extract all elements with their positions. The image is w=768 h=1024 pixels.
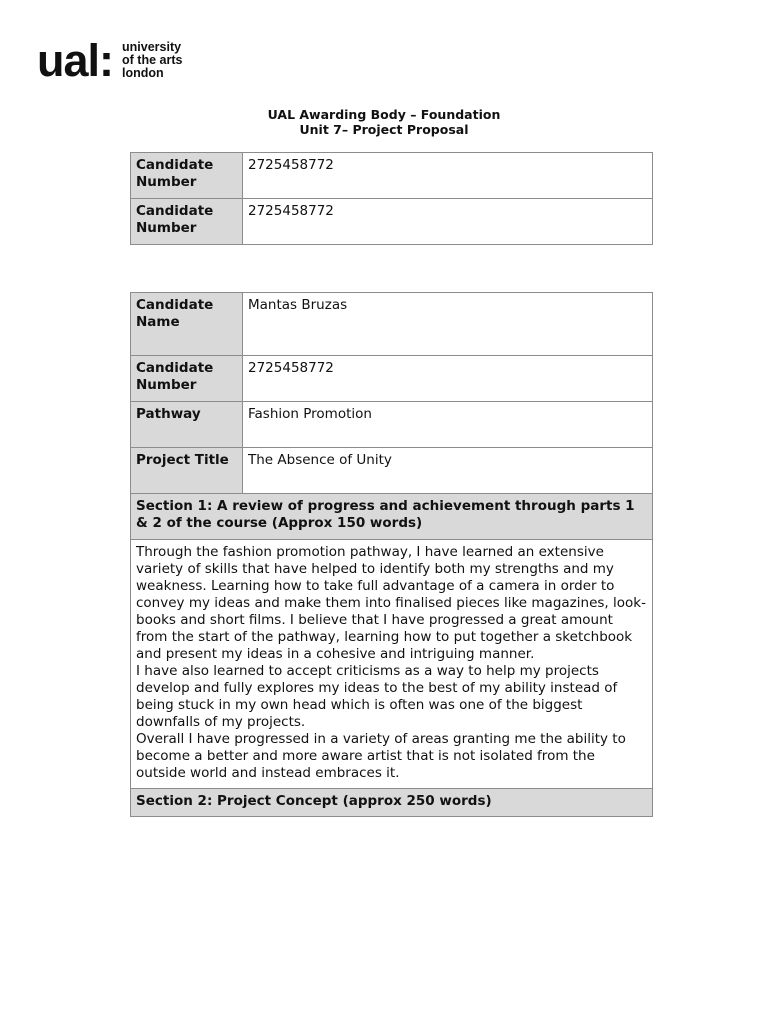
heading-line-2: Unit 7– Project Proposal bbox=[299, 122, 469, 137]
section-1-body bbox=[131, 540, 653, 789]
ual-logo bbox=[37, 35, 183, 86]
table-row bbox=[131, 448, 653, 494]
ual-logo-mark: ual: bbox=[37, 35, 114, 86]
section-1-heading: Section 1: A review of progress and achievement through parts 1 & 2 of the course (Approx 150 words) bbox=[131, 494, 653, 540]
candidate-number-table bbox=[130, 152, 653, 245]
table-row bbox=[131, 402, 653, 448]
section-2-heading: Section 2: Project Concept (approx 250 words) bbox=[131, 789, 653, 817]
pathway-value: Fashion Promotion bbox=[243, 402, 653, 448]
candidate-number-label: Candidate Number bbox=[131, 199, 243, 245]
table-row bbox=[131, 540, 653, 789]
section-1-paragraph: Through the fashion promotion pathway, I have learned an extensive variety of skills that have helped to identify both my strengths and my weakness. Learning how to take full advantage of a camera in order to convey my ideas and make them into finalised pieces like magazines, look-books and short films. I believe that I have progressed a great amount from the start of the pathway, learning how to put together a sketchbook and present my ideas in a cohesive and intriguing manner. bbox=[136, 544, 646, 662]
ual-logo-text bbox=[122, 41, 182, 80]
document-heading bbox=[0, 107, 768, 137]
candidate-number-label: Candidate Number bbox=[131, 153, 243, 199]
heading-line-1: UAL Awarding Body – Foundation bbox=[267, 107, 501, 122]
table-row bbox=[131, 494, 653, 540]
candidate-number-value: 2725458772 bbox=[243, 356, 653, 402]
section-1-paragraph: I have also learned to accept criticisms as a way to help my projects develop and fully explores my ideas to the best of my ability instead of being stuck in my own head which is often was one of the biggest downfalls of my projects. bbox=[136, 663, 618, 730]
logo-line-london: london bbox=[122, 66, 164, 80]
candidate-number-label: Candidate Number bbox=[131, 356, 243, 402]
project-title-value: The Absence of Unity bbox=[243, 448, 653, 494]
candidate-number-value: 2725458772 bbox=[243, 153, 653, 199]
table-row bbox=[131, 293, 653, 356]
candidate-name-value: Mantas Bruzas bbox=[243, 293, 653, 356]
logo-line-university: university bbox=[122, 40, 182, 54]
table-row bbox=[131, 356, 653, 402]
project-proposal-table bbox=[130, 292, 653, 817]
candidate-number-value: 2725458772 bbox=[243, 199, 653, 245]
pathway-label: Pathway bbox=[131, 402, 243, 448]
logo-line-of-the-arts: of the arts bbox=[122, 53, 183, 67]
table-row bbox=[131, 199, 653, 245]
table-row bbox=[131, 789, 653, 817]
project-title-label: Project Title bbox=[131, 448, 243, 494]
section-1-paragraph: Overall I have progressed in a variety of areas granting me the ability to become a better and more aware artist that is not isolated from the outside world and instead embraces it. bbox=[136, 731, 626, 781]
table-row bbox=[131, 153, 653, 199]
candidate-name-label: Candidate Name bbox=[131, 293, 243, 356]
